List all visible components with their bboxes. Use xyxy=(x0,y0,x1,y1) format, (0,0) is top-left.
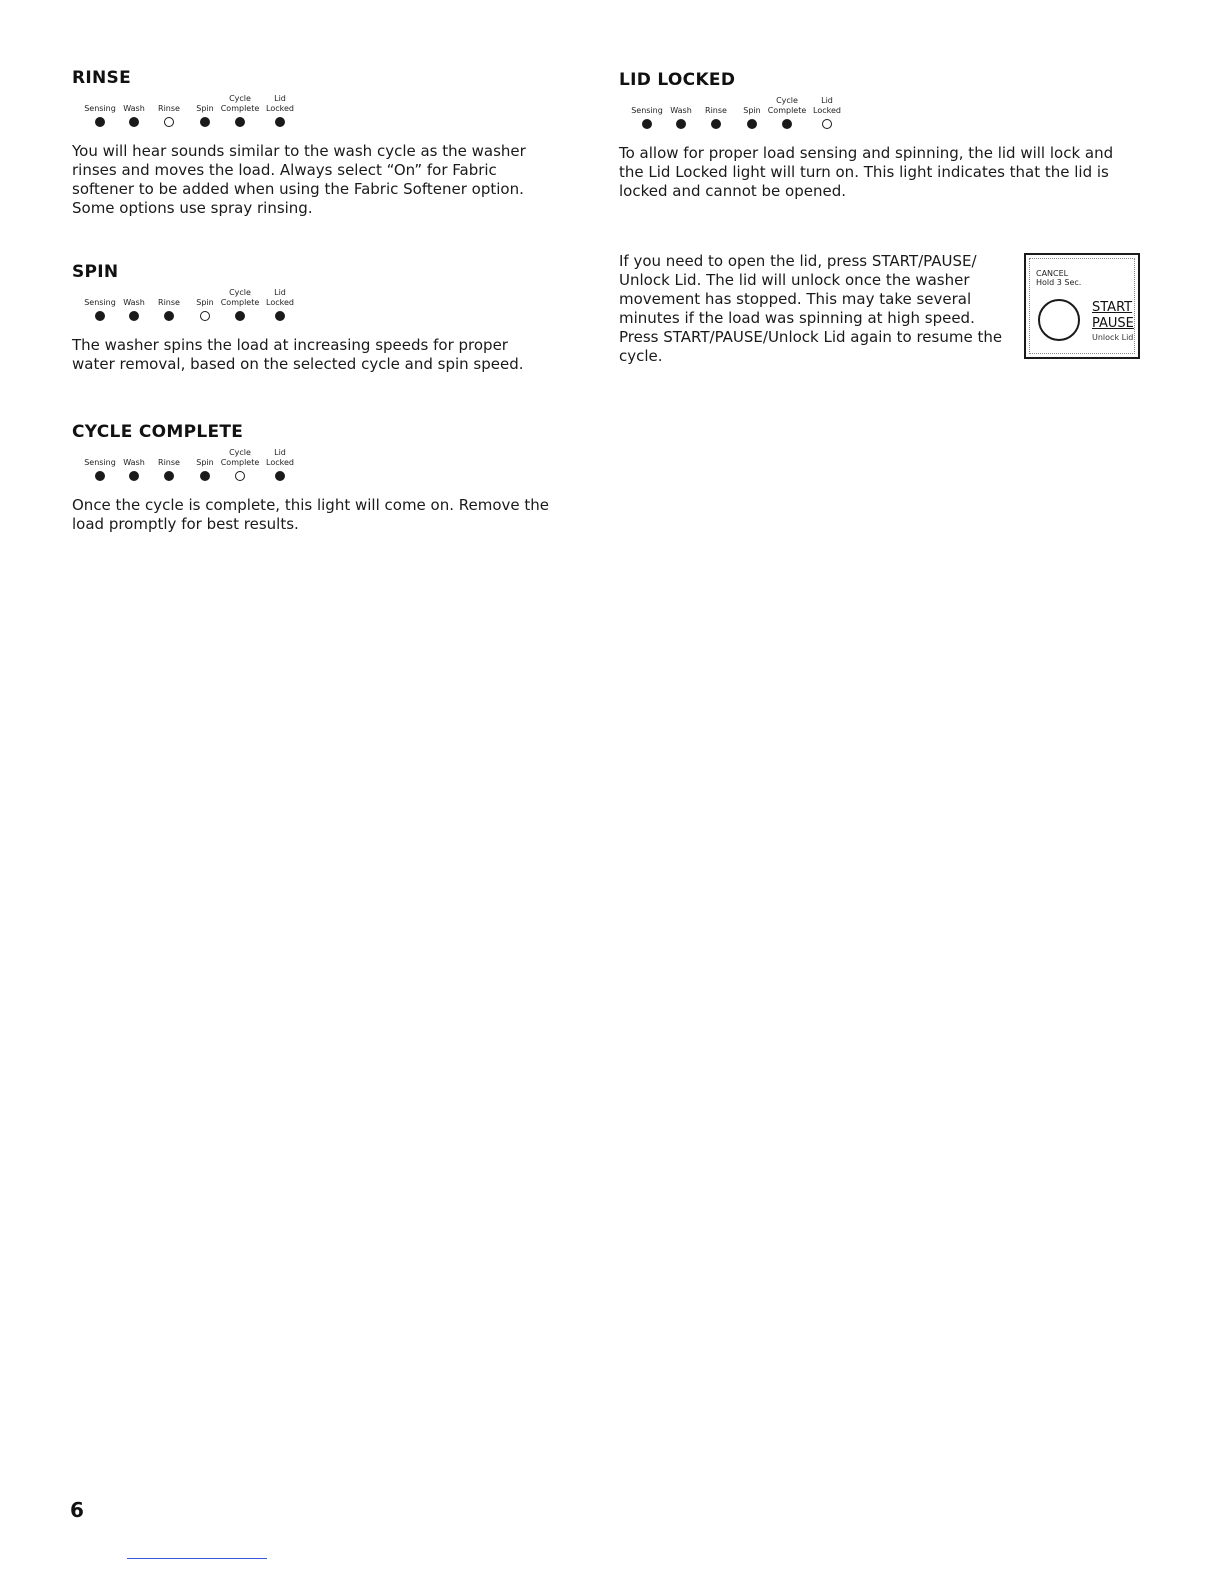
indicator-light-on-icon xyxy=(164,471,174,481)
indicator-label: Sensing xyxy=(84,458,116,467)
indicator-light-on-icon xyxy=(200,471,210,481)
indicator-label: Wash xyxy=(123,104,145,113)
panel-cancel-text: CANCEL xyxy=(1036,269,1069,278)
indicator-label: Sensing xyxy=(84,298,116,307)
indicator-row xyxy=(72,288,312,328)
indicator-label: Rinse xyxy=(158,104,180,113)
indicator-complete xyxy=(218,288,262,321)
rinse-text: You will hear sounds similar to the wash cycle as the washer rinses and moves the load. Always select “On” for Fabric softener to be added when using the Fabric Softener option. Some options use spray rinsing. xyxy=(72,142,526,217)
lid-locked-heading: LID LOCKED xyxy=(619,70,736,90)
indicator-label-top: Cycle xyxy=(776,96,798,105)
indicator-label: Wash xyxy=(670,106,692,115)
indicator-label-top: Lid xyxy=(821,96,833,105)
footer-rule xyxy=(127,1558,267,1559)
indicator-label: Spin xyxy=(196,104,214,113)
indicator-light-on-icon xyxy=(95,471,105,481)
indicator-label: Sensing xyxy=(84,104,116,113)
indicator-label: Wash xyxy=(123,298,145,307)
indicator-label-top: Cycle xyxy=(229,288,251,297)
indicator-light-on-icon xyxy=(95,311,105,321)
indicator-label: Complete xyxy=(220,104,260,113)
indicator-locked xyxy=(805,96,849,129)
indicator-label: Rinse xyxy=(158,458,180,467)
indicator-light-on-icon xyxy=(275,311,285,321)
indicator-label-top: Lid xyxy=(274,448,286,457)
panel-start-label: START xyxy=(1092,300,1133,315)
indicator-light-on-icon xyxy=(676,119,686,129)
cycle-complete-heading: CYCLE COMPLETE xyxy=(72,422,244,442)
indicator-light-on-icon xyxy=(129,311,139,321)
indicator-label: Rinse xyxy=(705,106,727,115)
indicator-label: Complete xyxy=(220,298,260,307)
indicator-label: Spin xyxy=(196,298,214,307)
indicator-light-on-icon xyxy=(95,117,105,127)
start-button-circle-icon xyxy=(1038,299,1080,341)
cycle-complete-text: Once the cycle is complete, this light will come on. Remove the load promptly for best results. xyxy=(72,496,550,533)
indicator-label: Rinse xyxy=(158,298,180,307)
indicator-light-off-icon xyxy=(235,471,245,481)
indicator-light-on-icon xyxy=(747,119,757,129)
indicator-light-on-icon xyxy=(200,117,210,127)
lid-locked-text: To allow for proper load sensing and spinning, the lid will lock and the Lid Locked light will turn on. This light indicates that the lid is locked and cannot be opened. xyxy=(619,144,1114,200)
indicator-row xyxy=(72,448,312,488)
indicator-label: Complete xyxy=(220,458,260,467)
start-pause-panel-illustration xyxy=(1024,253,1140,359)
indicator-complete xyxy=(218,448,262,481)
indicator-light-off-icon xyxy=(822,119,832,129)
indicator-light-on-icon xyxy=(129,117,139,127)
panel-cancel-label xyxy=(1036,269,1081,287)
indicator-light-on-icon xyxy=(275,117,285,127)
indicator-label-top: Cycle xyxy=(229,448,251,457)
panel-unlock-label: Unlock Lid xyxy=(1092,333,1134,342)
indicator-light-on-icon xyxy=(235,311,245,321)
indicator-label: Complete xyxy=(767,106,807,115)
indicator-light-on-icon xyxy=(129,471,139,481)
indicator-label: Locked xyxy=(266,458,294,467)
rinse-heading: RINSE xyxy=(72,68,131,88)
indicator-light-on-icon xyxy=(164,311,174,321)
indicator-light-off-icon xyxy=(200,311,210,321)
indicator-light-on-icon xyxy=(782,119,792,129)
indicator-label: Locked xyxy=(266,298,294,307)
indicator-label-top: Cycle xyxy=(229,94,251,103)
spin-text: The washer spins the load at increasing speeds for proper water removal, based on the selected cycle and spin speed. xyxy=(72,336,524,373)
indicator-light-off-icon xyxy=(164,117,174,127)
panel-hold-text: Hold 3 Sec. xyxy=(1036,278,1082,287)
indicator-label: Sensing xyxy=(631,106,663,115)
section-lid-locked xyxy=(619,70,1119,201)
indicator-label-top: Lid xyxy=(274,94,286,103)
indicator-light-on-icon xyxy=(235,117,245,127)
indicator-label: Locked xyxy=(266,104,294,113)
indicator-label: Locked xyxy=(813,106,841,115)
section-cycle-complete xyxy=(72,422,552,534)
indicator-label: Wash xyxy=(123,458,145,467)
panel-pause-label: PAUSE xyxy=(1092,316,1134,331)
unlock-instructions-text: If you need to open the lid, press START/PAUSE/ Unlock Lid. The lid will unlock once the washer movement has stopped. This may take several minutes if the load was spinning at high speed. Press START/PAUSE/Unlock Lid again to resume the cycle. xyxy=(619,252,1003,365)
spin-heading: SPIN xyxy=(72,262,119,282)
indicator-row xyxy=(72,94,312,134)
section-unlock-instructions xyxy=(619,252,1004,366)
indicator-locked xyxy=(258,288,302,321)
indicator-label: Spin xyxy=(196,458,214,467)
indicator-row xyxy=(619,96,859,136)
indicator-label: Spin xyxy=(743,106,761,115)
indicator-complete xyxy=(765,96,809,129)
indicator-light-on-icon xyxy=(711,119,721,129)
indicator-locked xyxy=(258,94,302,127)
indicator-light-on-icon xyxy=(642,119,652,129)
section-rinse xyxy=(72,68,552,218)
indicator-complete xyxy=(218,94,262,127)
indicator-locked xyxy=(258,448,302,481)
indicator-light-on-icon xyxy=(275,471,285,481)
indicator-label-top: Lid xyxy=(274,288,286,297)
section-spin xyxy=(72,262,552,374)
page-number: 6 xyxy=(70,1498,84,1522)
